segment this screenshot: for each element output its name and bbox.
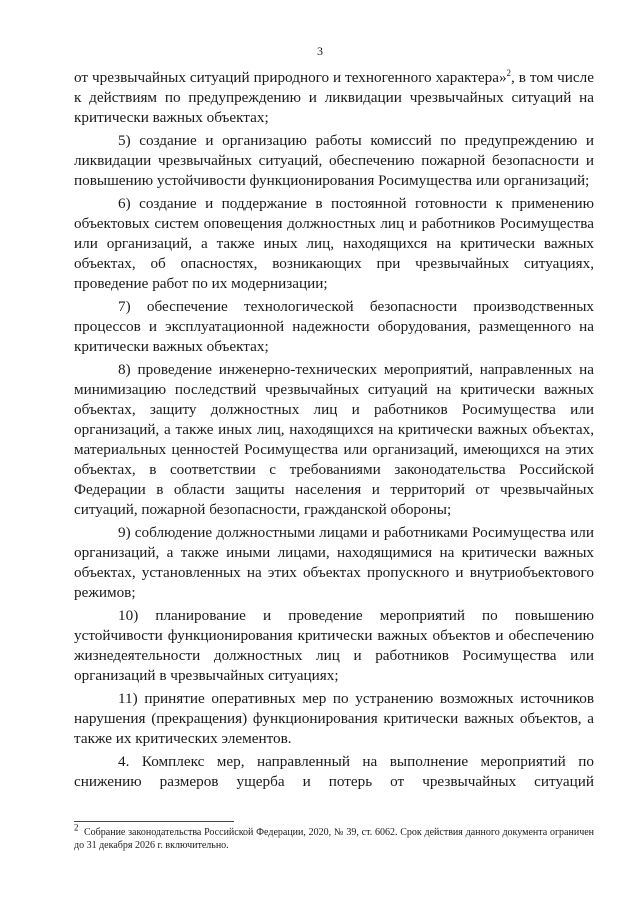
paragraph-item-11: 11) принятие оперативных мер по устранению возможных источников нарушения (прекращения) функционирования критически важных объектов, а также их критических элементов. xyxy=(74,690,594,747)
footnote-divider xyxy=(74,821,234,822)
footnote xyxy=(74,822,595,852)
footnote-reference: 2 xyxy=(506,67,512,78)
document-body xyxy=(74,68,594,795)
paragraph-item-7: 7) обеспечение технологической безопасности производственных процессов и эксплуатационной надежности оборудования, размещенного на критически важных объектах; xyxy=(74,298,594,355)
paragraph-continuation: от чрезвычайных ситуаций природного и техногенного характера»$^2$, в том числе к действиям по предупреждению и ликвидации чрезвычайных ситуаций на критически важных объектах; xyxy=(74,67,594,126)
page-number: 3 xyxy=(317,44,323,58)
paragraph-item-10: 10) планирование и проведение мероприятий по повышению устойчивости функционирования критически важных объектов и обеспечению жизнедеятельности должностных лиц и работников Росимущества или организаций в чрезвычайных ситуациях; xyxy=(74,607,594,684)
paragraph-section-4: 4. Комплекс мер, направленный на выполнение мероприятий по снижению размеров ущерба и потерь от чрезвычайных ситуаций xyxy=(74,753,594,790)
paragraph-item-6: 6) создание и поддержание в постоянной готовности к применению объектовых систем оповещения должностных лиц и работников Росимущества или организаций, а также иных лиц, находящихся на критически важных объектах, об опасностях, возникающих при чрезвычайных ситуациях, проведение работ по их модернизации; xyxy=(74,195,594,292)
paragraph-item-8: 8) проведение инженерно-технических мероприятий, направленных на минимизацию последствий чрезвычайных ситуаций на критически важных объектах, защиту должностных лиц и работников Росимущества или организаций, а также иных лиц, находящихся на критически важных объектах, материальных ценностей Росимущества или организаций, имеющихся на этих объектах, в соответствии с требованиями законодательства Российской Федерации в области защиты населения и территорий от чрезвычайных ситуаций, пожарной безопасности, гражданской обороны; xyxy=(74,361,594,518)
footnote-mark: 2 xyxy=(74,822,79,833)
paragraph-item-5: 5) создание и организацию работы комиссий по предупреждению и ликвидации чрезвычайных ситуаций, обеспечению пожарной безопасности и повышению устойчивости функционирования Росимущества или организаций; xyxy=(74,132,594,189)
paragraph-item-9: 9) соблюдение должностными лицами и работниками Росимущества или организаций, а также иными лицами, находящимися на критически важных объектах, установленных на этих объектах пропускного и внутриобъектового режимов; xyxy=(74,524,594,601)
footnote-text: Собрание законодательства Российской Федерации, 2020, № 39, ст. 6062. Срок действия данного документа ограничен до 31 декабря 2026 г. включительно. xyxy=(74,827,595,851)
